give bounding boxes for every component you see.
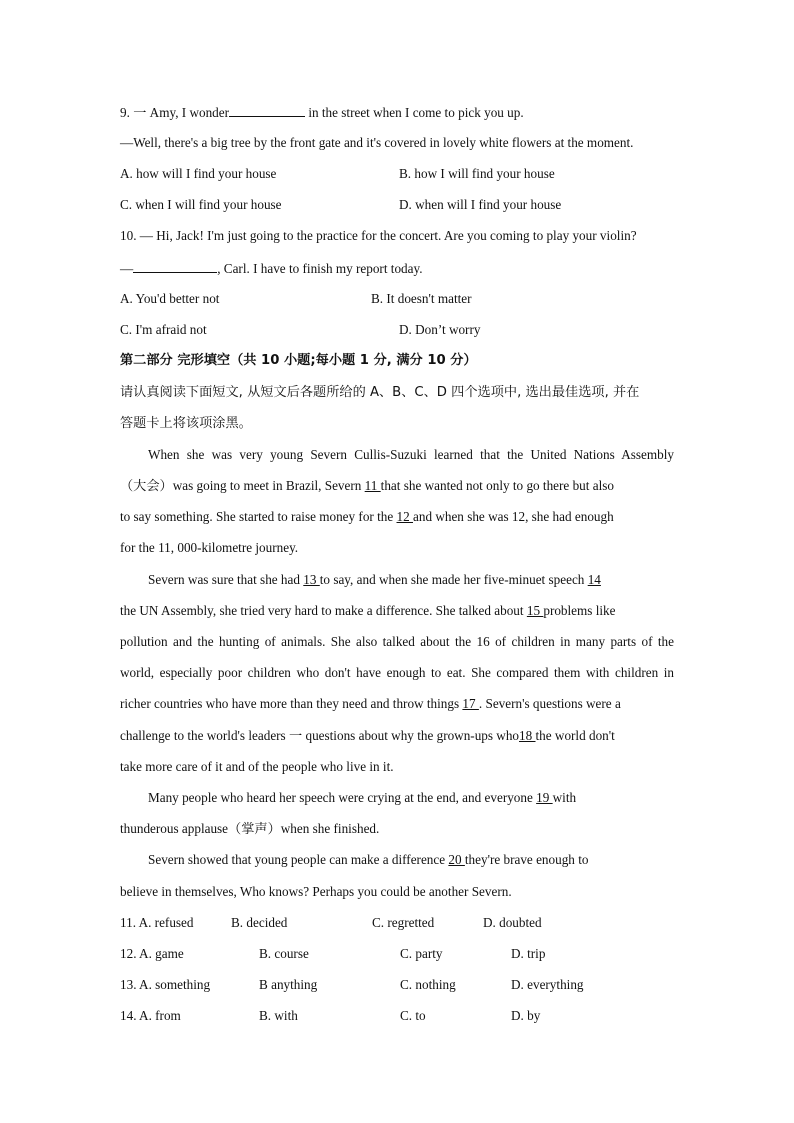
p2-l5-text-a: richer countries who have more than they need and throw things [120, 696, 463, 711]
q10-option-b: B. It doesn't matter [371, 291, 472, 306]
q9-option-d: D. when will I find your house [399, 197, 562, 212]
option-13-c: C. nothing [400, 977, 456, 992]
blank-19: 19 [536, 790, 553, 805]
passage-p1-line-2 [120, 477, 674, 495]
p2-l2-text-a: the UN Assembly, she tried very hard to make a difference. She talked about [120, 603, 527, 618]
p2-l1-text-b: to say, and when she made her five-minuet speech [319, 572, 588, 587]
option-12-c: C. party [400, 946, 443, 961]
p2-l6-text-b: the world don't [535, 728, 615, 743]
q10-option-c: C. I'm afraid not [120, 322, 207, 337]
option-12-d: D. trip [511, 946, 546, 961]
p3-l1-text-b: with [552, 790, 577, 805]
p2-l2-text-b: problems like [543, 603, 616, 618]
q9-stem-text-b: in the street when I come to pick you up. [305, 105, 524, 120]
q10-option-d: D. Don’t worry [399, 322, 481, 337]
option-14-d: D. by [511, 1008, 541, 1023]
passage-p4-line-1 [148, 851, 674, 869]
option-11-c: C. regretted [372, 915, 435, 930]
passage-p2-line-1 [148, 571, 674, 589]
passage-p2-line-4: world, especially poor children who don't have enough to eat. She compared them with children in [120, 665, 674, 680]
option-12-b: B. course [259, 946, 309, 961]
passage-p2-line-6 [120, 727, 674, 745]
blank-20: 20 [448, 852, 465, 867]
passage-p4-line-2: believe in themselves, Who knows? Perhaps you could be another Severn. [120, 884, 512, 899]
p1-l2-text-b: that she wanted not only to go there but also [380, 478, 614, 493]
p1-l3-text-a: to say something. She started to raise money for the [120, 509, 397, 524]
passage-p2-line-7: take more care of it and of the people who live in it. [120, 759, 394, 774]
option-11-d: D. doubted [483, 915, 542, 930]
blank-14: 14 [587, 572, 601, 587]
q9-stem-text-a: 9. 一 Amy, I wonder [120, 105, 230, 120]
passage-p2-line-3: pollution and the hunting of animals. She also talked about the 16 of children in many parts of the [120, 634, 674, 649]
q10-reply [120, 259, 674, 277]
p1-l3-text-b: and when she was 12, she had enough [413, 509, 614, 524]
option-13-b: B anything [259, 977, 318, 992]
q10-options-row-2 [120, 321, 674, 339]
p4-l1-text-b: they're brave enough to [464, 852, 589, 867]
options-row-14 [120, 1007, 674, 1025]
part2-instruction-line-2: 答题卡上将该项涂黑。 [120, 416, 252, 431]
blank-15: 15 [526, 603, 544, 618]
p2-l5-text-b: . Severn's questions were a [478, 696, 621, 711]
q9-option-c: C. when I will find your house [120, 197, 282, 212]
option-13-a: 13. A. something [120, 977, 211, 992]
p2-l6-text-a: challenge to the world's leaders 一 questions about why the grown-ups who [120, 728, 520, 743]
part2-instruction-line-1: 请认真阅读下面短文, 从短文后各题所给的 A、B、C、D 四个选项中, 选出最佳选项, 并在 [120, 385, 640, 400]
q10-reply-text: , Carl. I have to finish my report today. [217, 261, 423, 276]
option-14-a: 14. A. from [120, 1008, 181, 1023]
option-14-c: C. to [400, 1008, 426, 1023]
q9-blank [229, 103, 305, 117]
blank-12: 12 [396, 509, 413, 524]
passage-p1-line-1: When she was very young Severn Cullis-Suzuki learned that the United Nations Assembly [148, 447, 674, 462]
blank-17: 17 [462, 696, 479, 711]
option-11-b: B. decided [231, 915, 288, 930]
p2-l1-text-a: Severn was sure that she had [148, 572, 304, 587]
options-row-12 [120, 945, 674, 963]
part2-heading: 第二部分 完形填空（共 10 小题;每小题 1 分, 满分 10 分） [120, 353, 477, 368]
passage-p2-line-5 [120, 695, 674, 713]
q10-options-row-1 [120, 290, 674, 308]
blank-18: 18 [519, 728, 536, 743]
q10-option-a: A. You'd better not [120, 291, 220, 306]
q10-blank [133, 259, 217, 273]
q9-options-row-1 [120, 165, 674, 183]
q9-options-row-2 [120, 196, 674, 214]
passage-p2-line-2 [120, 602, 674, 620]
passage-p3-line-1 [148, 789, 674, 807]
q9-option-a: A. how will I find your house [120, 166, 277, 181]
options-row-13 [120, 976, 674, 994]
q10-stem: 10. — Hi, Jack! I'm just going to the practice for the concert. Are you coming to play your violin? [120, 228, 637, 243]
passage-p1-line-3 [120, 508, 674, 526]
p4-l1-text-a: Severn showed that young people can make a difference [148, 852, 449, 867]
passage-p3-line-2: thunderous applause（掌声）when she finished. [120, 821, 380, 836]
blank-13: 13 [303, 572, 320, 587]
option-12-a: 12. A. game [120, 946, 184, 961]
p1-l2-text-a: （大会）was going to meet in Brazil, Severn [120, 478, 365, 493]
options-row-11 [120, 914, 674, 932]
q10-reply-dash: — [120, 261, 134, 276]
p3-l1-text-a: Many people who heard her speech were crying at the end, and everyone [148, 790, 537, 805]
option-11-a: 11. A. refused [120, 915, 194, 930]
option-13-d: D. everything [511, 977, 584, 992]
q9-option-b: B. how I will find your house [399, 166, 555, 181]
passage-p1-line-4: for the 11, 000-kilometre journey. [120, 540, 299, 555]
option-14-b: B. with [259, 1008, 298, 1023]
blank-11: 11 [364, 478, 381, 493]
q9-stem [120, 103, 674, 121]
q9-reply: —Well, there's a big tree by the front gate and it's covered in lovely white flowers at the moment. [120, 135, 634, 150]
